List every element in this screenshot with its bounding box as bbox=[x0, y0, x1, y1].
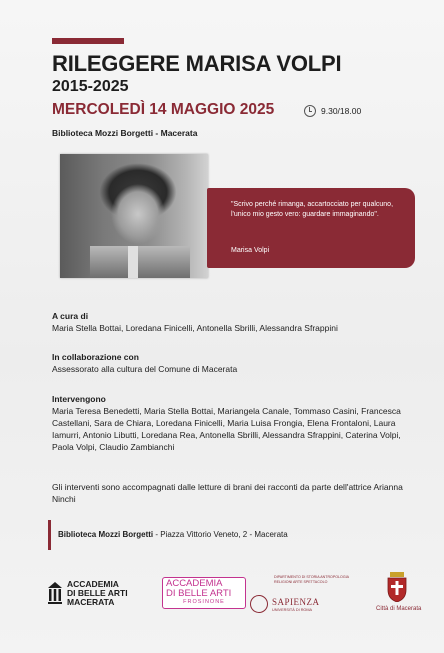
logo-citta-macerata bbox=[376, 572, 426, 616]
logo-sapienza bbox=[250, 575, 350, 615]
sapienza-sub: UNIVERSITÀ DI ROMA bbox=[272, 608, 313, 612]
city-crest-icon bbox=[386, 572, 408, 602]
speakers-section bbox=[52, 393, 422, 453]
aba-frosinone-text bbox=[166, 579, 231, 598]
quote-text: "Scrivo perché rimanga, accartocciato per qualcuno, l'unico mio gesto vero: guardare immaginando". bbox=[231, 201, 394, 218]
footer-accent-bar bbox=[48, 520, 51, 550]
curators-list: Maria Stella Bottai, Loredana Finicelli, Antonella Sbrilli, Alessandra Sfrappini bbox=[52, 323, 338, 333]
quote-box bbox=[207, 188, 415, 268]
collab-section bbox=[52, 351, 422, 375]
aba-macerata-line2: DI BELLE ARTI bbox=[67, 588, 128, 598]
collab-text: Assessorato alla cultura del Comune di Macerata bbox=[52, 364, 238, 374]
event-date: MERCOLEDÌ 14 MAGGIO 2025 bbox=[52, 101, 275, 118]
aba-frosinone-line3: FROSINONE bbox=[183, 599, 225, 605]
aba-macerata-mark-icon bbox=[48, 582, 62, 604]
readings-note: Gli interventi sono accompagnati dalle letture di brani dei racconti da parte dell'attrice Arianna Ninchi bbox=[52, 482, 403, 504]
event-years: 2015-2025 bbox=[52, 78, 129, 95]
city-label: Città di Macerata bbox=[376, 606, 422, 612]
quote-author: Marisa Volpi bbox=[231, 247, 270, 254]
speakers-heading: Intervengono bbox=[52, 394, 106, 404]
event-title: RILEGGERE MARISA VOLPI bbox=[52, 51, 342, 76]
aba-macerata-line3: MACERATA bbox=[67, 597, 115, 607]
logo-aba-macerata bbox=[48, 580, 133, 608]
logos-row bbox=[0, 572, 444, 622]
portrait-photo bbox=[60, 154, 208, 278]
event-time: 9.30/18.00 bbox=[321, 106, 362, 116]
curators-section bbox=[52, 310, 422, 334]
logo-aba-frosinone bbox=[162, 577, 246, 609]
sapienza-dept: DIPARTIMENTO DI STORIA ANTROPOLOGIA RELIGIONI ARTE SPETTACOLO bbox=[274, 575, 349, 584]
footer-venue bbox=[58, 530, 288, 539]
footer-venue-address: - Piazza Vittorio Veneto, 2 - Macerata bbox=[153, 530, 288, 539]
collab-heading: In collaborazione con bbox=[52, 352, 139, 362]
event-venue: Biblioteca Mozzi Borgetti - Macerata bbox=[52, 128, 198, 138]
aba-macerata-line1: ACCADEMIA bbox=[67, 579, 119, 589]
speakers-list: Maria Teresa Benedetti, Maria Stella Bottai, Mariangela Canale, Tommaso Casini, Francesca Castellani, Sara de Chiara, Loredana Finicelli, Maria Luisa Frongia, Elena Frontaloni, Laura Iamurri, Antonio Libutti, Loredana Rea, Antonella Sbrilli, Alessandra Sfrappini, Caterina Volpi, Paola Volpi, Claudio Zambianchi bbox=[52, 406, 401, 452]
accent-bar bbox=[52, 38, 124, 44]
footer-venue-name: Biblioteca Mozzi Borgetti bbox=[58, 530, 154, 539]
aba-macerata-text bbox=[67, 580, 128, 607]
sapienza-seal-icon bbox=[250, 595, 268, 613]
aba-frosinone-line1: ACCADEMIA bbox=[166, 578, 223, 589]
sapienza-name: SAPIENZA bbox=[272, 597, 320, 607]
clock-icon bbox=[304, 105, 316, 117]
curators-heading: A cura di bbox=[52, 311, 89, 321]
aba-frosinone-line2: DI BELLE ARTI bbox=[166, 587, 232, 599]
